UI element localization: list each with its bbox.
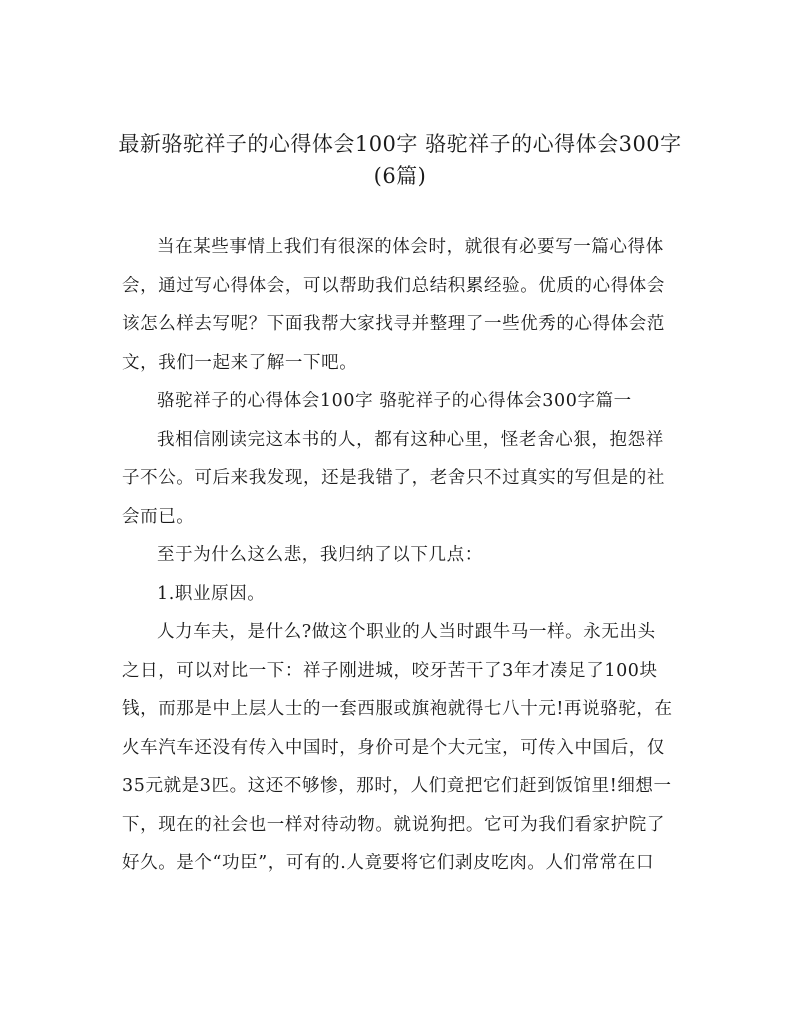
- text-line: 会，通过写心得体会，可以帮助我们总结积累经验。优质的心得体会: [122, 275, 665, 296]
- paragraph: [122, 228, 682, 382]
- text-line: 子不公。可后来我发现，还是我错了，老舍只不过真实的写但是的社: [122, 468, 665, 488]
- paragraph: [122, 575, 682, 614]
- text-line: 钱，而那是中上层人士的一套西服或旗袍就得七八十元!再说骆驼，在: [122, 699, 673, 719]
- paragraph: [122, 536, 682, 575]
- text-line: 我相信刚读完这本书的人，都有这种心里，怪老舍心狠，抱怨祥: [157, 429, 664, 450]
- text-line: 当在某些事情上我们有很深的体会时，就很有必要写一篇心得体: [157, 237, 664, 257]
- text-line: 好久。是个“功臣”，可有的.人竟要将它们剥皮吃肉。人们常常在口: [122, 853, 655, 873]
- text-line: 火车汽车还没有传入中国时，身价可是个大元宝，可传入中国后，仅: [122, 737, 665, 758]
- title-line-2: (6篇): [373, 164, 427, 188]
- text-line: 之日，可以对比一下：祥子刚进城，咬牙苦干了3年才凑足了100块: [122, 660, 658, 681]
- paragraph: [122, 421, 682, 537]
- text-line: 文，我们一起来了解一下吧。: [122, 352, 358, 373]
- text-line: 至于为什么这么悲，我归纳了以下几点：: [157, 545, 483, 565]
- text-line: 下，现在的社会也一样对待动物。就说狗把。它可为我们看家护院了: [122, 814, 665, 835]
- page-title: [110, 128, 690, 192]
- text-line: 骆驼祥子的心得体会100字 骆驼祥子的心得体会300字篇一: [157, 391, 632, 411]
- text-line: 会而已。: [122, 506, 195, 527]
- text-line: 35元就是3匹。这还不够惨，那时，人们竟把它们赶到饭馆里!细想一: [122, 776, 672, 796]
- text-line: 人力车夫，是什么?做这个职业的人当时跟牛马一样。永无出头: [157, 622, 656, 642]
- text-line: 该怎么样去写呢？下面我帮大家找寻并整理了一些优秀的心得体会范: [122, 314, 665, 334]
- paragraph: [122, 382, 682, 421]
- paragraph: [122, 613, 682, 883]
- title-line-1: 最新骆驼祥子的心得体会100字 骆驼祥子的心得体会300字: [118, 132, 682, 156]
- body-text: [122, 228, 682, 883]
- text-line: 1.职业原因。: [157, 583, 266, 604]
